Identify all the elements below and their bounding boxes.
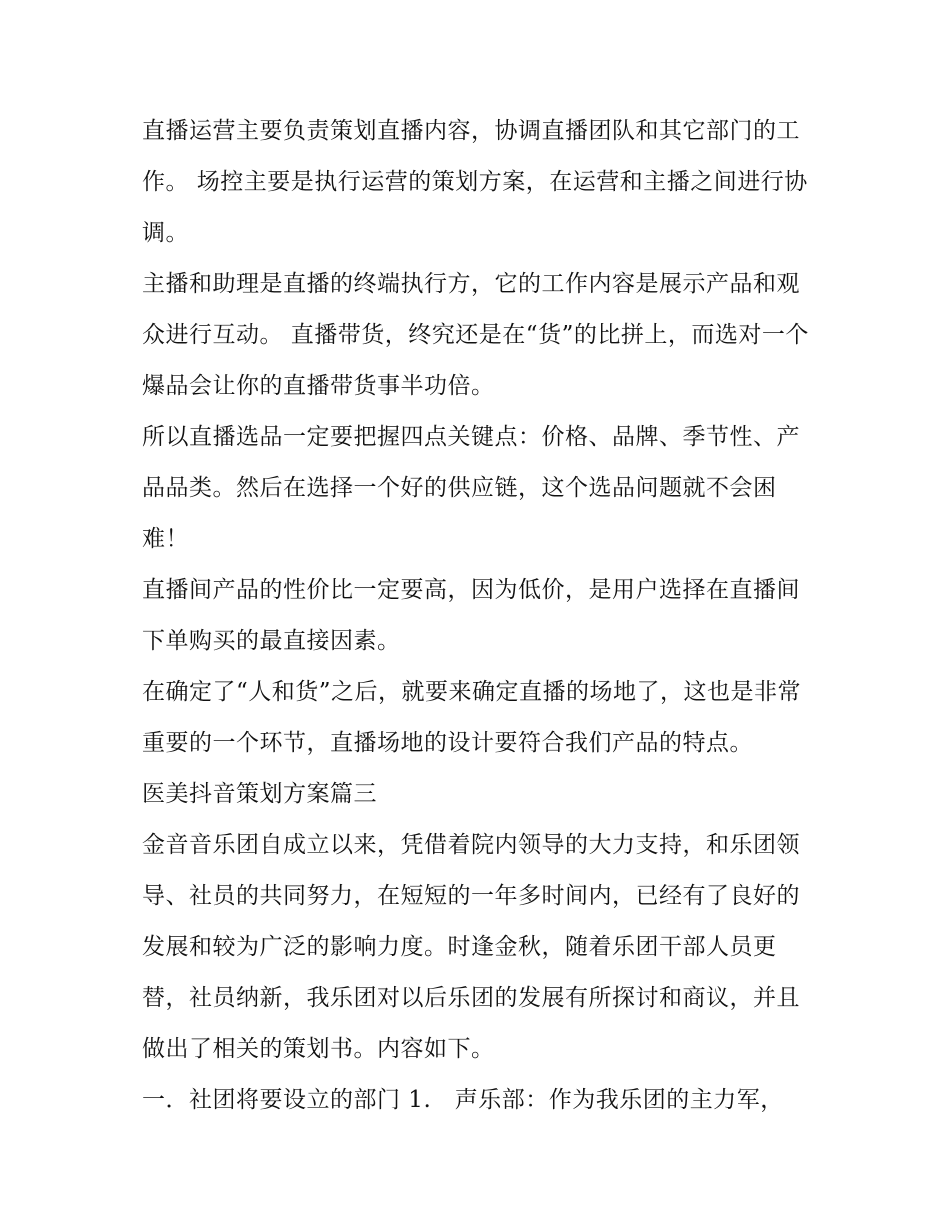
section-heading: 医美抖音策划方案篇三 [142,781,377,807]
paragraph-product-selection: 所以直播选品一定要把握四点关键点：价格、品牌、季节性、产品品类。然后在选择一个好的供应链，这个选品问题就不会困难！ [142,424,800,552]
paragraph-departments: 一．社团将要设立的部门 1. 声乐部：作为我乐团的主力军， [142,1087,784,1113]
paragraph-host-assistant: 主播和助理是直播的终端执行方，它的工作内容是展示产品和观众进行互动。 直播带货，终究还是在“货”的比拼上，而选对一个爆品会让你的直播带货事半功倍。 [142,271,809,399]
paragraph-price-performance: 直播间产品的性价比一定要高，因为低价，是用户选择在直播间下单购买的最直接因素。 [142,577,800,654]
document-body [142,106,817,1126]
paragraph-venue: 在确定了“人和货”之后，就要来确定直播的场地了，这也是非常重要的一个环节，直播场地的设计要符合我们产品的特点。 [142,679,802,756]
paragraph-music-group: 金音音乐团自成立以来，凭借着院内领导的大力支持，和乐团领导、社员的共同努力，在短短的一年多时间内，已经有了良好的发展和较为广泛的影响力度。时逢金秋，随着乐团干部人员更替，社员纳新，我乐团对以后乐团的发展有所探讨和商议，并且做出了相关的策划书。内容如下。 [142,832,800,1062]
paragraph-live-operations: 直播运营主要负责策划直播内容，协调直播团队和其它部门的工作。 场控主要是执行运营的策划方案，在运营和主播之间进行协调。 [142,118,808,246]
